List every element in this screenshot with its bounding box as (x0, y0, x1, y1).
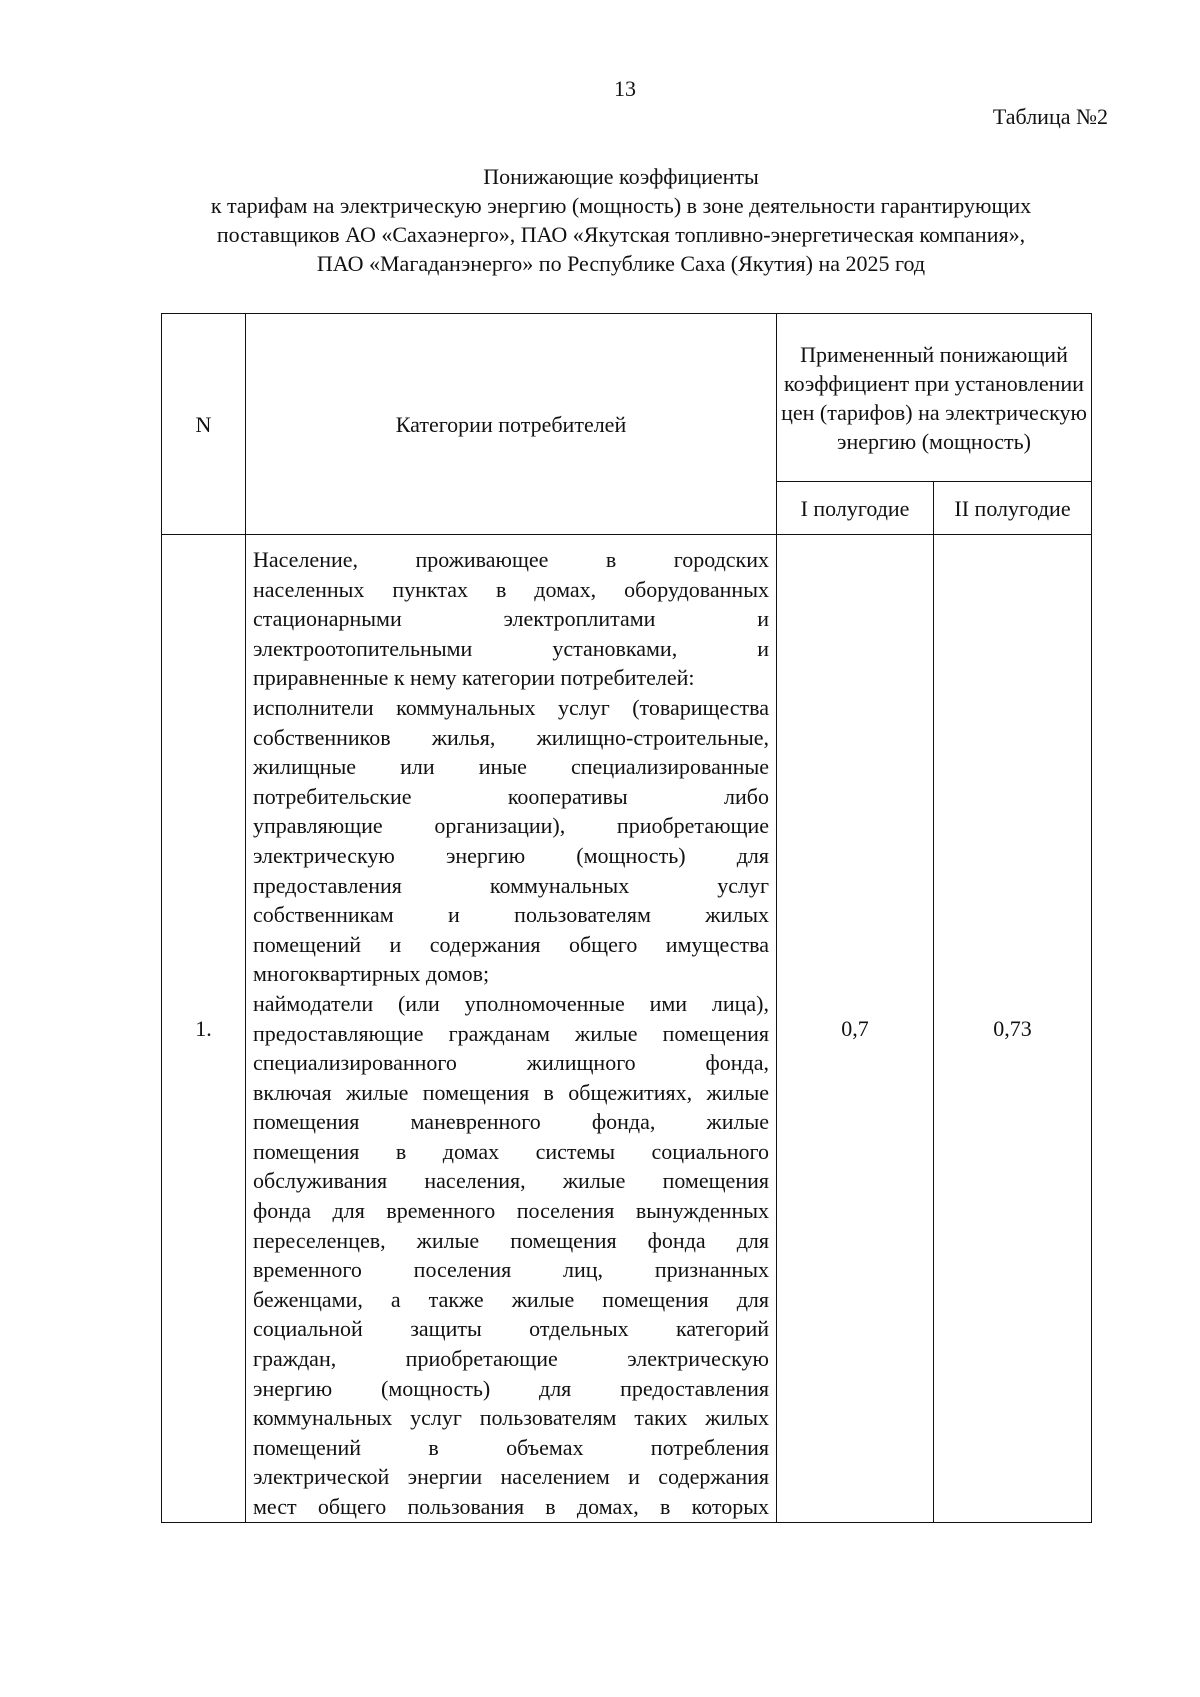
table-header-row (162, 314, 1092, 482)
description-line: помещения маневренного фонда, жилые (253, 1109, 769, 1135)
description-line: беженцами, а также жилые помещения для (253, 1286, 769, 1312)
row-value-half-2: 0,73 (934, 535, 1092, 1523)
description-line: приравненные к нему категории потребителей: (253, 665, 695, 691)
description-line: жилищные или иные специализированные (253, 754, 769, 780)
page-number: 13 (614, 76, 636, 101)
description-line: многоквартирных домов; (253, 961, 490, 987)
description-line: социальной защиты отдельных категорий (253, 1316, 769, 1342)
description-line: коммунальных услуг пользователям таких жилых (253, 1405, 769, 1431)
description-line: помещений и содержания общего имущества (253, 931, 769, 957)
title-line: к тарифам на электрическую энергию (мощность) в зоне деятельности гарантирующих (210, 193, 1032, 218)
document-title (140, 162, 1102, 278)
row-description (246, 535, 777, 1523)
table-label: Таблица №2 (992, 104, 1108, 129)
title-line: Понижающие коэффициенты (483, 164, 759, 189)
description-line: мест общего пользования в домах, в которых (253, 1494, 769, 1519)
description-line: потребительские кооперативы либо (253, 783, 769, 809)
description-line: электрическую энергию (мощность) для (253, 842, 769, 868)
row-number: 1. (162, 535, 246, 1523)
title-line: ПАО «Магаданэнерго» по Республике Саха (Якутия) на 2025 год (316, 251, 926, 276)
header-n: N (162, 314, 246, 535)
header-category: Категории потребителей (246, 314, 777, 535)
description-line: исполнители коммунальных услуг (товарищества (253, 694, 769, 720)
description-line: специализированного жилищного фонда, (253, 1050, 769, 1076)
description-line: Население, проживающее в городских (253, 547, 769, 572)
header-half-1: I полугодие (777, 482, 934, 535)
description-line: собственникам и пользователям жилых (253, 902, 769, 928)
description-line: населенных пунктах в домах, оборудованных (253, 576, 769, 602)
description-line: включая жилые помещения в общежитиях, жилые (253, 1079, 769, 1105)
row-value-half-1: 0,7 (777, 535, 934, 1523)
description-line: наймодатели (или уполномоченные ими лица), (253, 990, 769, 1016)
description-line: предоставления коммунальных услуг (253, 872, 769, 898)
description-line: помещения в домах системы социального (253, 1138, 769, 1164)
description-line: граждан, приобретающие электрическую (253, 1346, 769, 1372)
description-line: электроотопительными установками, и (253, 635, 769, 661)
coefficients-table (161, 313, 1092, 1523)
description-line: энергию (мощность) для предоставления (253, 1375, 769, 1401)
description-line: собственников жилья, жилищно-строительные, (253, 724, 769, 750)
table-row (162, 535, 1092, 1523)
description-line: стационарными электроплитами и (253, 606, 769, 632)
header-half-2: II полугодие (934, 482, 1092, 535)
description-line: предоставляющие гражданам жилые помещения (253, 1020, 769, 1046)
description-line: управляющие организации), приобретающие (253, 813, 769, 839)
description-line: электрической энергии населением и содержания (253, 1464, 769, 1490)
description-line: обслуживания населения, жилые помещения (253, 1168, 769, 1194)
title-line: поставщиков АО «Сахаэнерго», ПАО «Якутская топливно-энергетическая компания», (216, 222, 1026, 247)
description-line: фонда для временного поселения вынужденных (253, 1198, 769, 1224)
description-line: временного поселения лиц, признанных (253, 1257, 769, 1283)
description-line: помещений в объемах потребления (253, 1434, 769, 1460)
header-coefficient: Примененный понижающий коэффициент при установлении цен (тарифов) на электрическую энергию (мощность) (777, 314, 1092, 482)
description-line: переселенцев, жилые помещения фонда для (253, 1227, 769, 1253)
